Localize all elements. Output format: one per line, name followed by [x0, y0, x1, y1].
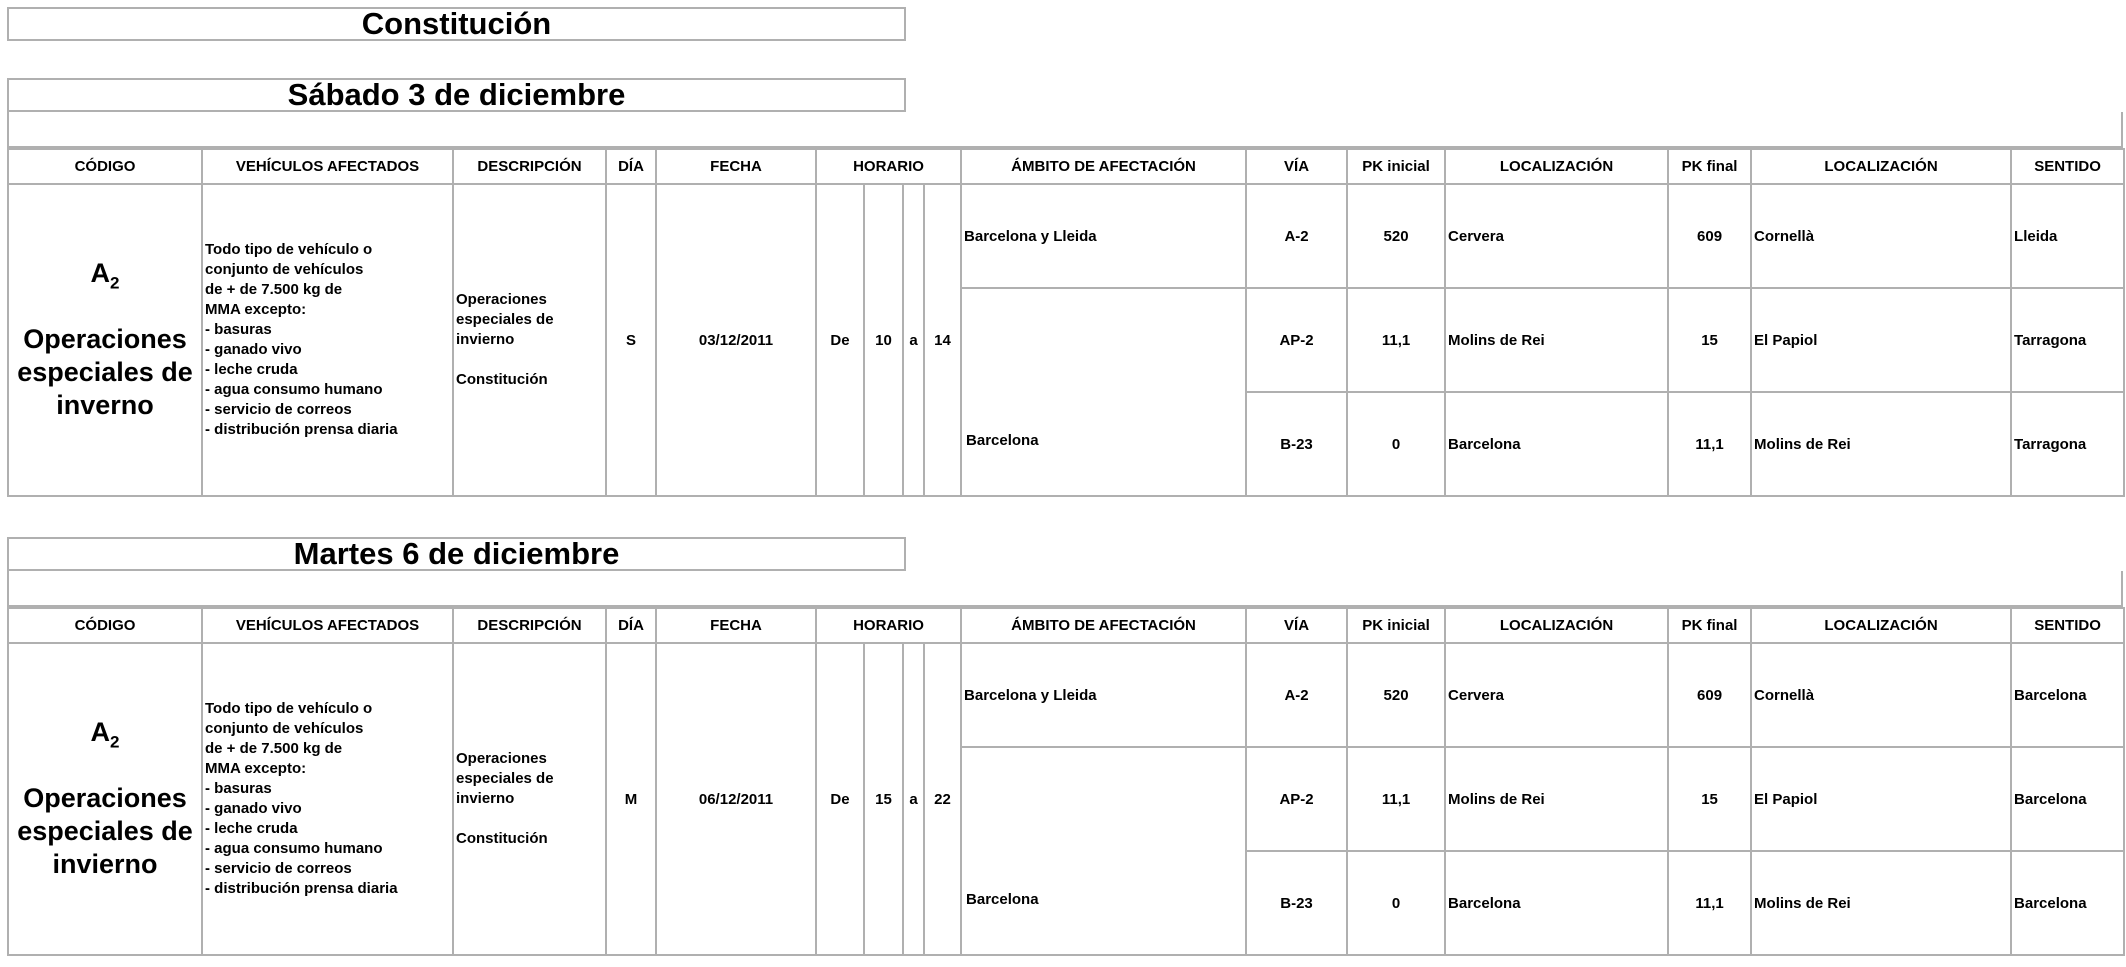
localizacion-final-cell: Molins de Rei	[1751, 851, 2011, 955]
header-localizacion-final: LOCALIZACIÓN	[1751, 149, 2011, 184]
blank-row	[7, 571, 2123, 607]
header-localizacion-final: LOCALIZACIÓN	[1751, 608, 2011, 643]
description-cell: Operaciones especiales de invierno Constitución	[453, 184, 606, 496]
header-pk-final: PK final	[1668, 149, 1751, 184]
date-cell: 06/12/2011	[656, 643, 816, 955]
pk-final-cell: 609	[1668, 643, 1751, 747]
date-cell: 03/12/2011	[656, 184, 816, 496]
time-separator: a	[903, 643, 924, 955]
ambito-label: Barcelona	[966, 891, 1039, 908]
header-vehiculos: VEHÍCULOS AFECTADOS	[202, 149, 453, 184]
localizacion-inicial-cell: Molins de Rei	[1445, 747, 1668, 851]
header-horario: HORARIO	[816, 149, 961, 184]
time-to: 14	[924, 184, 961, 496]
header-sentido: SENTIDO	[2011, 149, 2124, 184]
localizacion-final-cell: El Papiol	[1751, 747, 2011, 851]
section-title: Sábado 3 de diciembre	[7, 78, 906, 112]
code-label	[9, 717, 201, 752]
header-pk-inicial: PK inicial	[1347, 149, 1445, 184]
header-sentido: SENTIDO	[2011, 608, 2124, 643]
code-name: Operaciones especiales de invierno	[17, 783, 193, 880]
header-descripcion: DESCRIPCIÓN	[453, 149, 606, 184]
ambito-label: Barcelona	[966, 432, 1039, 449]
header-pk-final: PK final	[1668, 608, 1751, 643]
header-ambito: ÁMBITO DE AFECTACIÓN	[961, 608, 1246, 643]
code-name: Operaciones especiales de inverno	[17, 324, 193, 421]
vehicles-cell: Todo tipo de vehículo o conjunto de vehículos de + de 7.500 kg de MMA excepto: - basuras - ganado vivo - leche cruda - agua consumo humano - servicio de correos - distribución prensa diaria	[202, 184, 453, 496]
pk-inicial-cell: 520	[1347, 184, 1445, 288]
restrictions-table	[7, 607, 2125, 956]
header-dia: DÍA	[606, 608, 656, 643]
header-localizacion-inicial: LOCALIZACIÓN	[1445, 149, 1668, 184]
blank-row	[7, 112, 2123, 148]
code-label	[9, 258, 201, 293]
via-cell: B-23	[1246, 851, 1347, 955]
pk-inicial-cell: 11,1	[1347, 288, 1445, 392]
time-from-label: De	[816, 643, 864, 955]
header-localizacion-inicial: LOCALIZACIÓN	[1445, 608, 1668, 643]
localizacion-final-cell: Cornellà	[1751, 643, 2011, 747]
pk-final-cell: 11,1	[1668, 392, 1751, 496]
section-title: Martes 6 de diciembre	[7, 537, 906, 571]
ambito-cell	[961, 747, 1246, 955]
codigo-cell	[8, 184, 202, 496]
pk-inicial-cell: 0	[1347, 851, 1445, 955]
localizacion-inicial-cell: Cervera	[1445, 643, 1668, 747]
via-cell: AP-2	[1246, 288, 1347, 392]
localizacion-final-cell: Molins de Rei	[1751, 392, 2011, 496]
sentido-cell: Tarragona	[2011, 392, 2124, 496]
day-cell: M	[606, 643, 656, 955]
via-cell: A-2	[1246, 643, 1347, 747]
header-row	[8, 608, 2124, 643]
localizacion-inicial-cell: Cervera	[1445, 184, 1668, 288]
sentido-cell: Barcelona	[2011, 643, 2124, 747]
header-fecha: FECHA	[656, 149, 816, 184]
section-tuesday	[7, 537, 2123, 956]
localizacion-final-cell: Cornellà	[1751, 184, 2011, 288]
via-cell: AP-2	[1246, 747, 1347, 851]
header-fecha: FECHA	[656, 608, 816, 643]
pk-inicial-cell: 520	[1347, 643, 1445, 747]
restrictions-table	[7, 148, 2125, 497]
code-subscript: 2	[110, 273, 120, 293]
time-to: 22	[924, 643, 961, 955]
day-cell: S	[606, 184, 656, 496]
table-row	[8, 643, 2124, 747]
time-separator: a	[903, 184, 924, 496]
header-descripcion: DESCRIPCIÓN	[453, 608, 606, 643]
table-row	[8, 184, 2124, 288]
vehicles-cell: Todo tipo de vehículo o conjunto de vehículos de + de 7.500 kg de MMA excepto: - basuras - ganado vivo - leche cruda - agua consumo humano - servicio de correos - distribución prensa diaria	[202, 643, 453, 955]
header-pk-inicial: PK inicial	[1347, 608, 1445, 643]
sentido-cell: Barcelona	[2011, 851, 2124, 955]
via-cell: B-23	[1246, 392, 1347, 496]
sentido-cell: Barcelona	[2011, 747, 2124, 851]
time-from: 10	[864, 184, 903, 496]
localizacion-final-cell: El Papiol	[1751, 288, 2011, 392]
code-letter: A	[90, 257, 111, 288]
code-letter: A	[90, 716, 111, 747]
header-dia: DÍA	[606, 149, 656, 184]
localizacion-inicial-cell: Molins de Rei	[1445, 288, 1668, 392]
pk-final-cell: 15	[1668, 288, 1751, 392]
page-title: Constitución	[7, 7, 906, 41]
localizacion-inicial-cell: Barcelona	[1445, 851, 1668, 955]
time-from-label: De	[816, 184, 864, 496]
header-horario: HORARIO	[816, 608, 961, 643]
header-row	[8, 149, 2124, 184]
time-from: 15	[864, 643, 903, 955]
pk-final-cell: 609	[1668, 184, 1751, 288]
via-cell: A-2	[1246, 184, 1347, 288]
header-ambito: ÁMBITO DE AFECTACIÓN	[961, 149, 1246, 184]
pk-final-cell: 11,1	[1668, 851, 1751, 955]
ambito-cell: Barcelona y Lleida	[961, 184, 1246, 288]
header-vehiculos: VEHÍCULOS AFECTADOS	[202, 608, 453, 643]
sentido-cell: Tarragona	[2011, 288, 2124, 392]
pk-inicial-cell: 0	[1347, 392, 1445, 496]
pk-final-cell: 15	[1668, 747, 1751, 851]
pk-inicial-cell: 11,1	[1347, 747, 1445, 851]
header-via: VÍA	[1246, 608, 1347, 643]
code-subscript: 2	[110, 732, 120, 752]
ambito-cell: Barcelona y Lleida	[961, 643, 1246, 747]
codigo-cell	[8, 643, 202, 955]
header-via: VÍA	[1246, 149, 1347, 184]
header-codigo: CÓDIGO	[8, 608, 202, 643]
section-saturday	[7, 78, 2123, 497]
header-codigo: CÓDIGO	[8, 149, 202, 184]
description-cell: Operaciones especiales de invierno Constitución	[453, 643, 606, 955]
localizacion-inicial-cell: Barcelona	[1445, 392, 1668, 496]
ambito-cell	[961, 288, 1246, 496]
sentido-cell: Lleida	[2011, 184, 2124, 288]
